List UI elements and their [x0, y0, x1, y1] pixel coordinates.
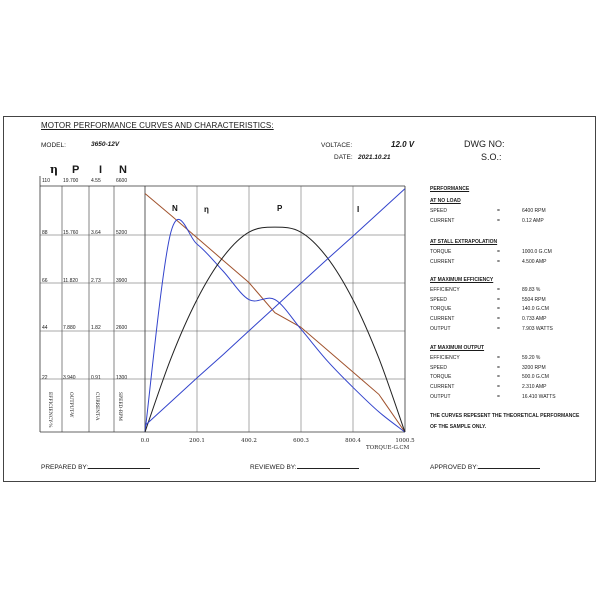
curve-label: I — [357, 205, 360, 214]
performance-row-equals: = — [497, 325, 500, 332]
axis-value: 11.820 — [63, 278, 78, 284]
prepared-by-label: PREPARED BY: — [41, 464, 89, 471]
performance-row-label: TORQUE — [430, 306, 452, 313]
model-value: 3650-12V — [91, 141, 120, 148]
reviewed-by-line — [297, 467, 359, 469]
performance-section-title: AT NO LOAD — [430, 198, 461, 204]
performance-row-value: 4.500 AMP — [522, 258, 547, 265]
speed-caption: SPEED-RPM — [117, 392, 122, 421]
prepared-by-line — [88, 467, 150, 469]
axis-value: 22 — [42, 375, 48, 381]
curve-label: P — [277, 204, 283, 213]
performance-row-equals: = — [497, 217, 500, 224]
performance-row-label: OUTPUT — [430, 325, 451, 332]
axis-value: 19.700 — [63, 178, 79, 184]
axis-value: 1300 — [116, 375, 128, 381]
curve-label: N — [172, 204, 178, 213]
performance-row-equals: = — [497, 374, 500, 381]
performance-row-label: CURRENT — [430, 384, 455, 391]
current-caption: CURRENT-A — [94, 392, 99, 421]
axis-value: 3900 — [116, 278, 128, 284]
performance-row-label: CURRENT — [430, 217, 455, 224]
performance-row-label: TORQUE — [430, 374, 452, 381]
performance-note-line1: THE CURVES REPESENT THE THEORETICAL PERFORMANCE — [430, 413, 580, 419]
axis-value: 3.64 — [91, 230, 101, 236]
x-tick-label: 200.1 — [189, 438, 205, 444]
date-label: DATE: — [334, 154, 353, 161]
performance-row-value: 7.903 WATTS — [522, 325, 553, 332]
performance-row-label: OUTPUT — [430, 393, 451, 400]
efficiency-caption: EFFICIENCY-% — [47, 392, 52, 428]
so-label: S.O.: — [481, 152, 502, 162]
performance-section-title: AT STALL EXTRAPOLATION — [430, 239, 498, 245]
performance-row-value: 0.12 AMP — [522, 217, 544, 224]
curve-label: η — [204, 205, 209, 214]
performance-section-title: AT MAXIMUM OUTPUT — [430, 345, 485, 351]
output-symbol: P — [72, 164, 80, 176]
performance-row-value: 16.410 WATTS — [522, 393, 556, 400]
performance-row-label: CURRENT — [430, 258, 455, 265]
axis-value: 4.55 — [91, 178, 101, 184]
x-tick-labels — [141, 438, 415, 444]
reviewed-by-label: REVIEWED BY: — [250, 464, 297, 471]
approved-by-line — [478, 467, 540, 469]
performance-row-label: SPEED — [430, 208, 447, 214]
axis-value: 15.760 — [63, 230, 79, 236]
performance-row-value: 5504 RPM — [522, 296, 546, 303]
x-tick-label: 400.2 — [241, 438, 257, 444]
date-value: 2021.10.21 — [358, 154, 391, 161]
axis-value: 1.82 — [91, 325, 101, 331]
approved-by — [430, 465, 540, 472]
performance-row-equals: = — [497, 296, 500, 303]
performance-row-equals: = — [497, 208, 500, 214]
axis-value: 6600 — [116, 178, 128, 184]
performance-row-label: CURRENT — [430, 316, 455, 323]
performance-row-equals: = — [497, 316, 500, 323]
reviewed-by — [250, 465, 359, 472]
performance-row-equals: = — [497, 393, 500, 400]
efficiency-symbol: η — [50, 163, 58, 176]
performance-section-title: AT MAXIMUM EFFICIENCY — [430, 277, 494, 283]
performance-row-value: 1000.0 G.CM — [522, 249, 552, 255]
performance-row-label: SPEED — [430, 364, 447, 371]
performance-row-value: 2.310 AMP — [522, 384, 547, 391]
speed-symbol: N — [119, 164, 127, 176]
axis-value: 0.91 — [91, 375, 101, 381]
performance-row-equals: = — [497, 287, 500, 293]
current-symbol: I — [99, 164, 103, 176]
axis-value: 2.73 — [91, 278, 101, 284]
series-line-2 — [145, 219, 405, 432]
voltage-label: VOLTACE: — [321, 142, 353, 149]
performance-row-label: SPEED — [430, 296, 447, 303]
performance-row-equals: = — [497, 364, 500, 371]
series-line-1 — [145, 194, 405, 433]
chart-grid — [40, 176, 405, 432]
x-tick-label: 1000.5 — [395, 438, 415, 444]
x-axis-label: TORQUE-G.CM — [366, 445, 410, 451]
axis-value: 5200 — [116, 230, 128, 236]
voltage-value: 12.0 V — [391, 140, 415, 149]
prepared-by — [41, 465, 150, 472]
performance-row-value: 59.20 % — [522, 355, 541, 361]
performance-row-equals: = — [497, 384, 500, 391]
performance-row-value: 3200 RPM — [522, 364, 546, 371]
axis-value: 66 — [42, 278, 48, 284]
approved-by-label: APPROVED BY: — [430, 464, 479, 471]
sheet-title: MOTOR PERFORMANCE CURVES AND CHARACTERISTICS: — [41, 121, 274, 130]
performance-row-equals: = — [497, 258, 500, 265]
performance-heading: PERFORMANCE — [430, 186, 470, 192]
performance-row-label: EFFICIENCY — [430, 355, 460, 361]
series-line-3 — [145, 227, 405, 432]
performance-row-value: 500.0 G.CM — [522, 374, 549, 381]
performance-row-equals: = — [497, 249, 500, 255]
x-tick-label: 800.4 — [345, 438, 361, 444]
performance-row-equals: = — [497, 306, 500, 313]
dwg-no-label: DWG NO: — [464, 139, 505, 149]
axis-value: 7.880 — [63, 325, 76, 331]
axis-value: 3.940 — [63, 375, 76, 381]
axis-value: 2600 — [116, 325, 128, 331]
model-label: MODEL: — [41, 142, 66, 149]
curve-labels — [172, 204, 359, 214]
x-tick-label: 0.0 — [140, 438, 150, 444]
performance-row-value: 140.0 G.CM — [522, 306, 549, 313]
x-tick-label: 600.3 — [293, 438, 309, 444]
performance-row-value: 6400 RPM — [522, 208, 546, 214]
performance-row-value: 0.733 AMP — [522, 316, 547, 323]
output-caption: OUTPUT-W — [68, 392, 73, 418]
chart-series — [145, 189, 405, 432]
axis-value: 44 — [42, 325, 48, 331]
performance-row-equals: = — [497, 355, 500, 361]
performance-row-label: EFFICIENCY — [430, 287, 460, 293]
performance-row-value: 89.83 % — [522, 287, 541, 293]
axis-value: 110 — [42, 178, 50, 184]
performance-row-label: TORQUE — [430, 249, 452, 255]
performance-note-line2: OF THE SAMPLE ONLY. — [430, 424, 487, 430]
axis-value: 88 — [42, 230, 48, 236]
